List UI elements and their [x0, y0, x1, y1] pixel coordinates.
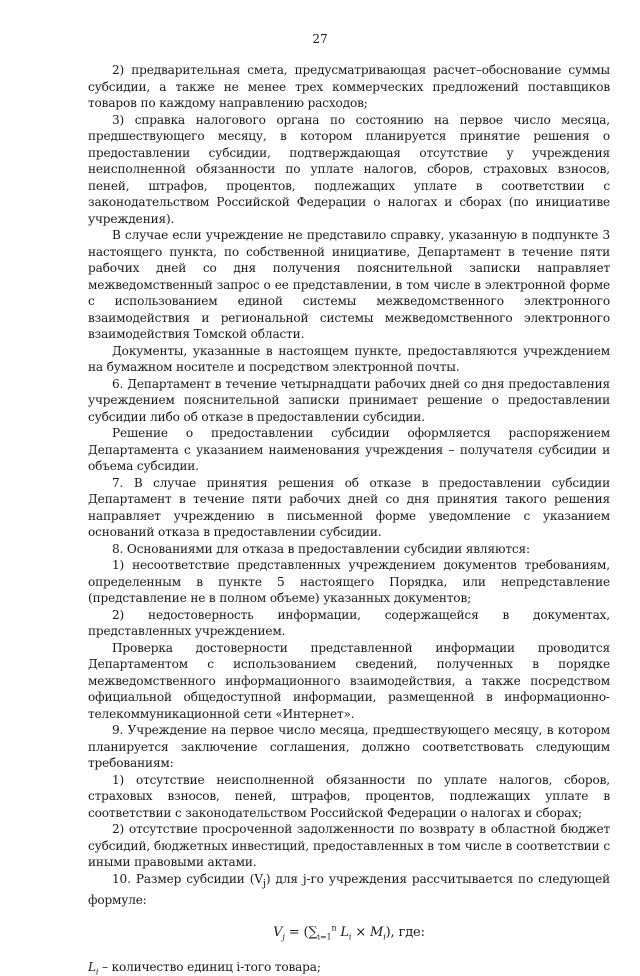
paragraph: В случае если учреждение не представило справку, указанную в подпункте 3 настоящего пункта, по собственной инициативе, Департамент в течение пяти рабочих дней со дня получения пояснительной записки направляет межведомственный запрос о ее представлении, в том числе в электронной форме с использованием единой системы межведомственного электронного взаимодействия и региональной системы межведомственного электронного взаимодействия Томской области.: [88, 228, 610, 341]
paragraph: Документы, указанные в настоящем пункте, предоставляются учреждением на бумажном носителе и посредством электронной почты.: [88, 343, 610, 374]
subsidy-formula: $V_j = (\sum_{i=1}^n$ $L_i \times M_i$), где:: [273, 923, 425, 942]
paragraph: 1) отсутствие неисполненной обязанности по уплате налогов, сборов, страховых взносов, пеней, штрафов, процентов, подлежащих уплате в соответствии с законодательством Российской Федерации о налогах и сборах;: [88, 772, 610, 820]
paragraph: 2) отсутствие просроченной задолженности по возврату в областной бюджет субсидий, бюджетных инвестиций, предоставленных в том числе в соответствии с иными правовыми актами.: [88, 822, 610, 869]
paragraph: Решение о предоставлении субсидии оформляется распоряжением Департамента с указанием наименования учреждения – получателя субсидии и объема субсидии.: [88, 426, 610, 473]
paragraph: 6. Департамент в течение четырнадцати рабочих дней со дня предоставления учреждением пояснительной записки принимает решение о предоставлении субсидии либо об отказе в предоставлении субсидии.: [88, 376, 610, 424]
paragraph: 3) справка налогового органа по состоянию на первое число месяца, предшествующего месяцу, в котором планируется принятие решения о предоставлении субсидии, подтверждающая отсутствие у учреждения неисполненной обязанности по уплате налогов, сборов, страховых взносов, пеней, штрафов, процентов, подлежащих уплате в соответствии с законодательством Российской Федерации о налогах и сборах (по инициативе учреждения).: [88, 112, 610, 226]
page-number: 27: [312, 32, 328, 46]
paragraph: 9. Учреждение на первое число месяца, предшествующего месяцу, в котором планируется заключение соглашения, должно соответствовать следующим требованиям:: [88, 723, 610, 770]
formula-definition: $L_i$ – количество единиц i-того товара;: [88, 959, 321, 976]
paragraph: 1) несоответствие представленных учреждением документов требованиям, определенным в пункте 5 настоящего Порядка, или непредставление (представление не в полном объеме) указанных документов;: [88, 558, 610, 605]
paragraph: Проверка достоверности представленной информации проводится Департаментом с использованием сведений, полученных в порядке межведомственного информационного взаимодействия, а также посредством официальной общедоступной информации, размещенной в информационно-телекоммуникационной сети «Интернет».: [88, 640, 610, 721]
paragraph: 7. В случае принятия решения об отказе в предоставлении субсидии Департамент в течение пяти рабочих дней со дня принятия такого решения направляет учреждению в письменной форме уведомление с указанием оснований отказа в предоставлении субсидии.: [88, 475, 610, 539]
paragraph: 8. Основаниями для отказа в предоставлении субсидии являются:: [112, 541, 530, 556]
paragraph: 2) предварительная смета, предусматривающая расчет–обоснование суммы субсидии, а также не менее трех коммерческих предложений поставщиков товаров по каждому направлению расходов;: [88, 63, 610, 110]
paragraph: 2) недостоверность информации, содержащейся в документах, представленных учреждением.: [88, 607, 610, 638]
formula-intro: 10. Размер субсидии $(V_j)$ для j-го учреждения рассчитывается по следующей формуле:: [88, 871, 610, 908]
document-body: [88, 62, 610, 975]
